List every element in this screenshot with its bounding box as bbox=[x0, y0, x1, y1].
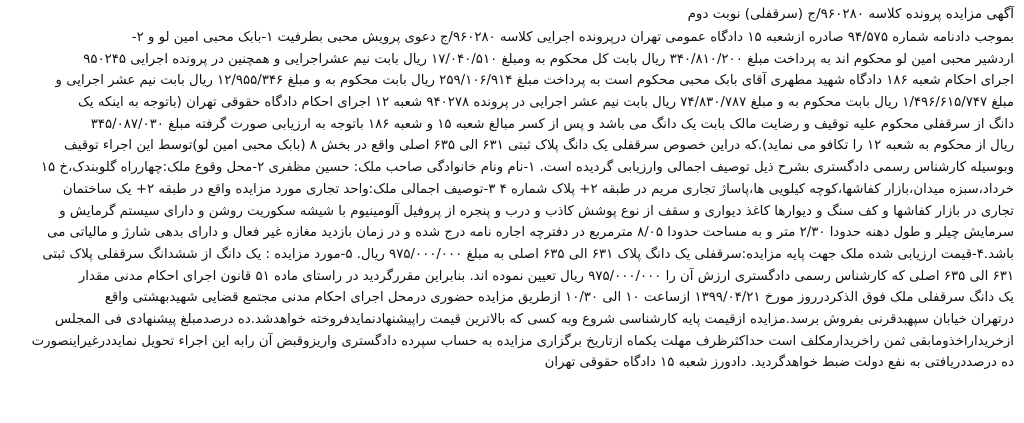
notice-line: سرمایش چیلر و طول دهنه حدودا ۲/۳۰ متر و به مساحت حدودا ۸/۰۵ مترمربع در دفترچه اجاره نامه درج شده و در زمان بازدید مغازه غیر فعال و دارای بدهی شارژ و مالیاتی می bbox=[47, 225, 1014, 241]
notice-line: ۶۳۱ الی ۶۳۵ اصلی که کارشناس رسمی دادگستری ارزش آن را ۹۷۵/۰۰۰/۰۰۰ ریال تعیین نموده اند. بنابراین مقررگردید در راستای ماده ۵۱ قانون اجرای احکام مدنی مقدار bbox=[78, 268, 1014, 284]
notice-line: ریال از محکوم به شعبه ۱۲ را تکافو می نماید).که دراین خصوص سرقفلی یک دانگ پلاک ثبتی ۶۳۱ الی ۶۳۵ اصلی واقع در بخش ۸ (بابک محبی امین لو)توسط این اجراء توقیف bbox=[64, 138, 1014, 154]
notice-line: بموجب دادنامه شماره ۹۴/۵۷۵ صادره ازشعبه ۱۵ دادگاه عمومی تهران درپرونده اجرایی کلاسه ۹۶۰۲۸۰/ج دعوی پرویش محبی بطرفیت ۱-بابک محبی امین لو و ۲- bbox=[131, 30, 1014, 45]
notice-body bbox=[10, 27, 1014, 374]
notice-line: دانگ از سرقفلی محکوم علیه توقیف و رضایت مالک بابت یک دانگ می باشد و پس از کسر مبالغ شعبه ۱۵ و شعبه ۱۸۶ باتوجه به ارزیابی صورت گرفته مبلغ ۳۴۵/۰۸۷/۰۳۰ bbox=[90, 116, 1014, 132]
notice-line: یک دانگ سرقفلی ملک فوق الذکردرروز مورخ ۱۳۹۹/۰۴/۲۱ ازساعت ۱۰ الی ۱۰/۳۰ ازطریق مزایده حضوری درمحل اجرای احکام مدنی مجتمع قضایی شهیدبهشتی واقع bbox=[104, 290, 1014, 306]
notice-line: درتهران خیابان سپهبدقرنی بفروش برسد.مزایده ازقیمت پایه کارشناسی شروع وبه کسی که بالاترین قیمت راپیشنهادنمایدفروخته خواهدشد.ده درصدمبلغ پیشنهادی فی المجلس bbox=[54, 311, 1014, 327]
notice-line: تجاری در بازار کفاشها و کف سنگ و دیوارها کاغذ دیواری و سقف از نوع پوشش کاذب و درب و پنجره از پروفیل آلومینیوم با شیشه سکوریت روشن و دارای سیستم گرمایش و bbox=[59, 203, 1014, 219]
notice-line: مبلغ ۱/۴۹۶/۶۱۵/۷۴۷ ریال بابت محکوم به و مبلغ ۷۴/۸۳۰/۷۸۷ ریال بابت نیم عشر اجرایی در پرونده ۹۴۰۲۷۸ شعبه ۱۲ اجرای احکام دادگاه حقوقی تهران (باتوجه به اینکه یک bbox=[78, 95, 1014, 111]
notice-line: خرداد،سبزه میدان،بازار کفاشها،کوچه کیلویی ها،پاساژ تجاری مریم در طبقه ۲+ پلاک شماره ۴ ۳-توصیف اجمالی ملک:واحد تجاری مورد مزایده واقع در طبقه ۲+ یک ساختمان bbox=[62, 181, 1014, 197]
notice-signature-line: ده درصددریافتی به نفع دولت ضبط خواهدگردید. دادورز شعبه ۱۵ دادگاه حقوقی تهران bbox=[544, 355, 1014, 371]
notice-line: اجرای احکام شعبه ۱۸۶ دادگاه شهید مطهری آقای بابک محبی محکوم است به پرداخت مبلغ ۲۵۹/۱۰۶/۹۱۴ ریال بابت محکوم به و مبلغ ۱۲/۹۵۵/۳۴۶ ریال بابت نیم عشر اجرایی و bbox=[55, 73, 1014, 89]
notice-line: ازخریداراخذومابقی ثمن راخریدارمکلف است حداکثرظرف مهلت یکماه ازتاریخ برگزاری مزایده به حساب سپرده دادگستری واریزوقبض آن رابه این اجراء تحویل نمایددرغیراینصورت bbox=[31, 333, 1014, 349]
notice-line: وبوسیله کارشناس رسمی دادگستری بشرح ذیل توصیف اجمالی وارزیابی گردیده است. ۱-نام ونام خانوادگی صاحب ملک: حسین مظفری ۲-محل وقوع ملک:چهارراه گلوبندک،خ ۱۵ bbox=[40, 160, 1014, 176]
notice-line: باشد.۴-قیمت ارزیابی شده ملک جهت پایه مزایده:سرقفلی یک دانگ پلاک ۶۳۱ الی ۶۳۵ اصلی به مبلغ ۹۷۵/۰۰۰/۰۰۰ ریال. ۵-مورد مزایده : یک دانگ از ششدانگ سرقفلی پلاک ثبتی bbox=[42, 246, 1014, 262]
notice-title: آگهی مزایده پرونده کلاسه ۹۶۰۲۸۰/ج (سرقفلی) نوبت دوم bbox=[687, 6, 1014, 22]
notice-line: اردشیر محبی امین لو محکوم اند به پرداخت مبلغ ۳۴۰/۸۱۰/۲۰۰ ریال بابت کل محکوم به ومبلغ ۱۷/۰۴۰/۵۱۰ ریال بابت نیم عشراجرایی و همچنین در پرونده اجرایی ۹۵۰۲۴۵ bbox=[83, 51, 1014, 67]
